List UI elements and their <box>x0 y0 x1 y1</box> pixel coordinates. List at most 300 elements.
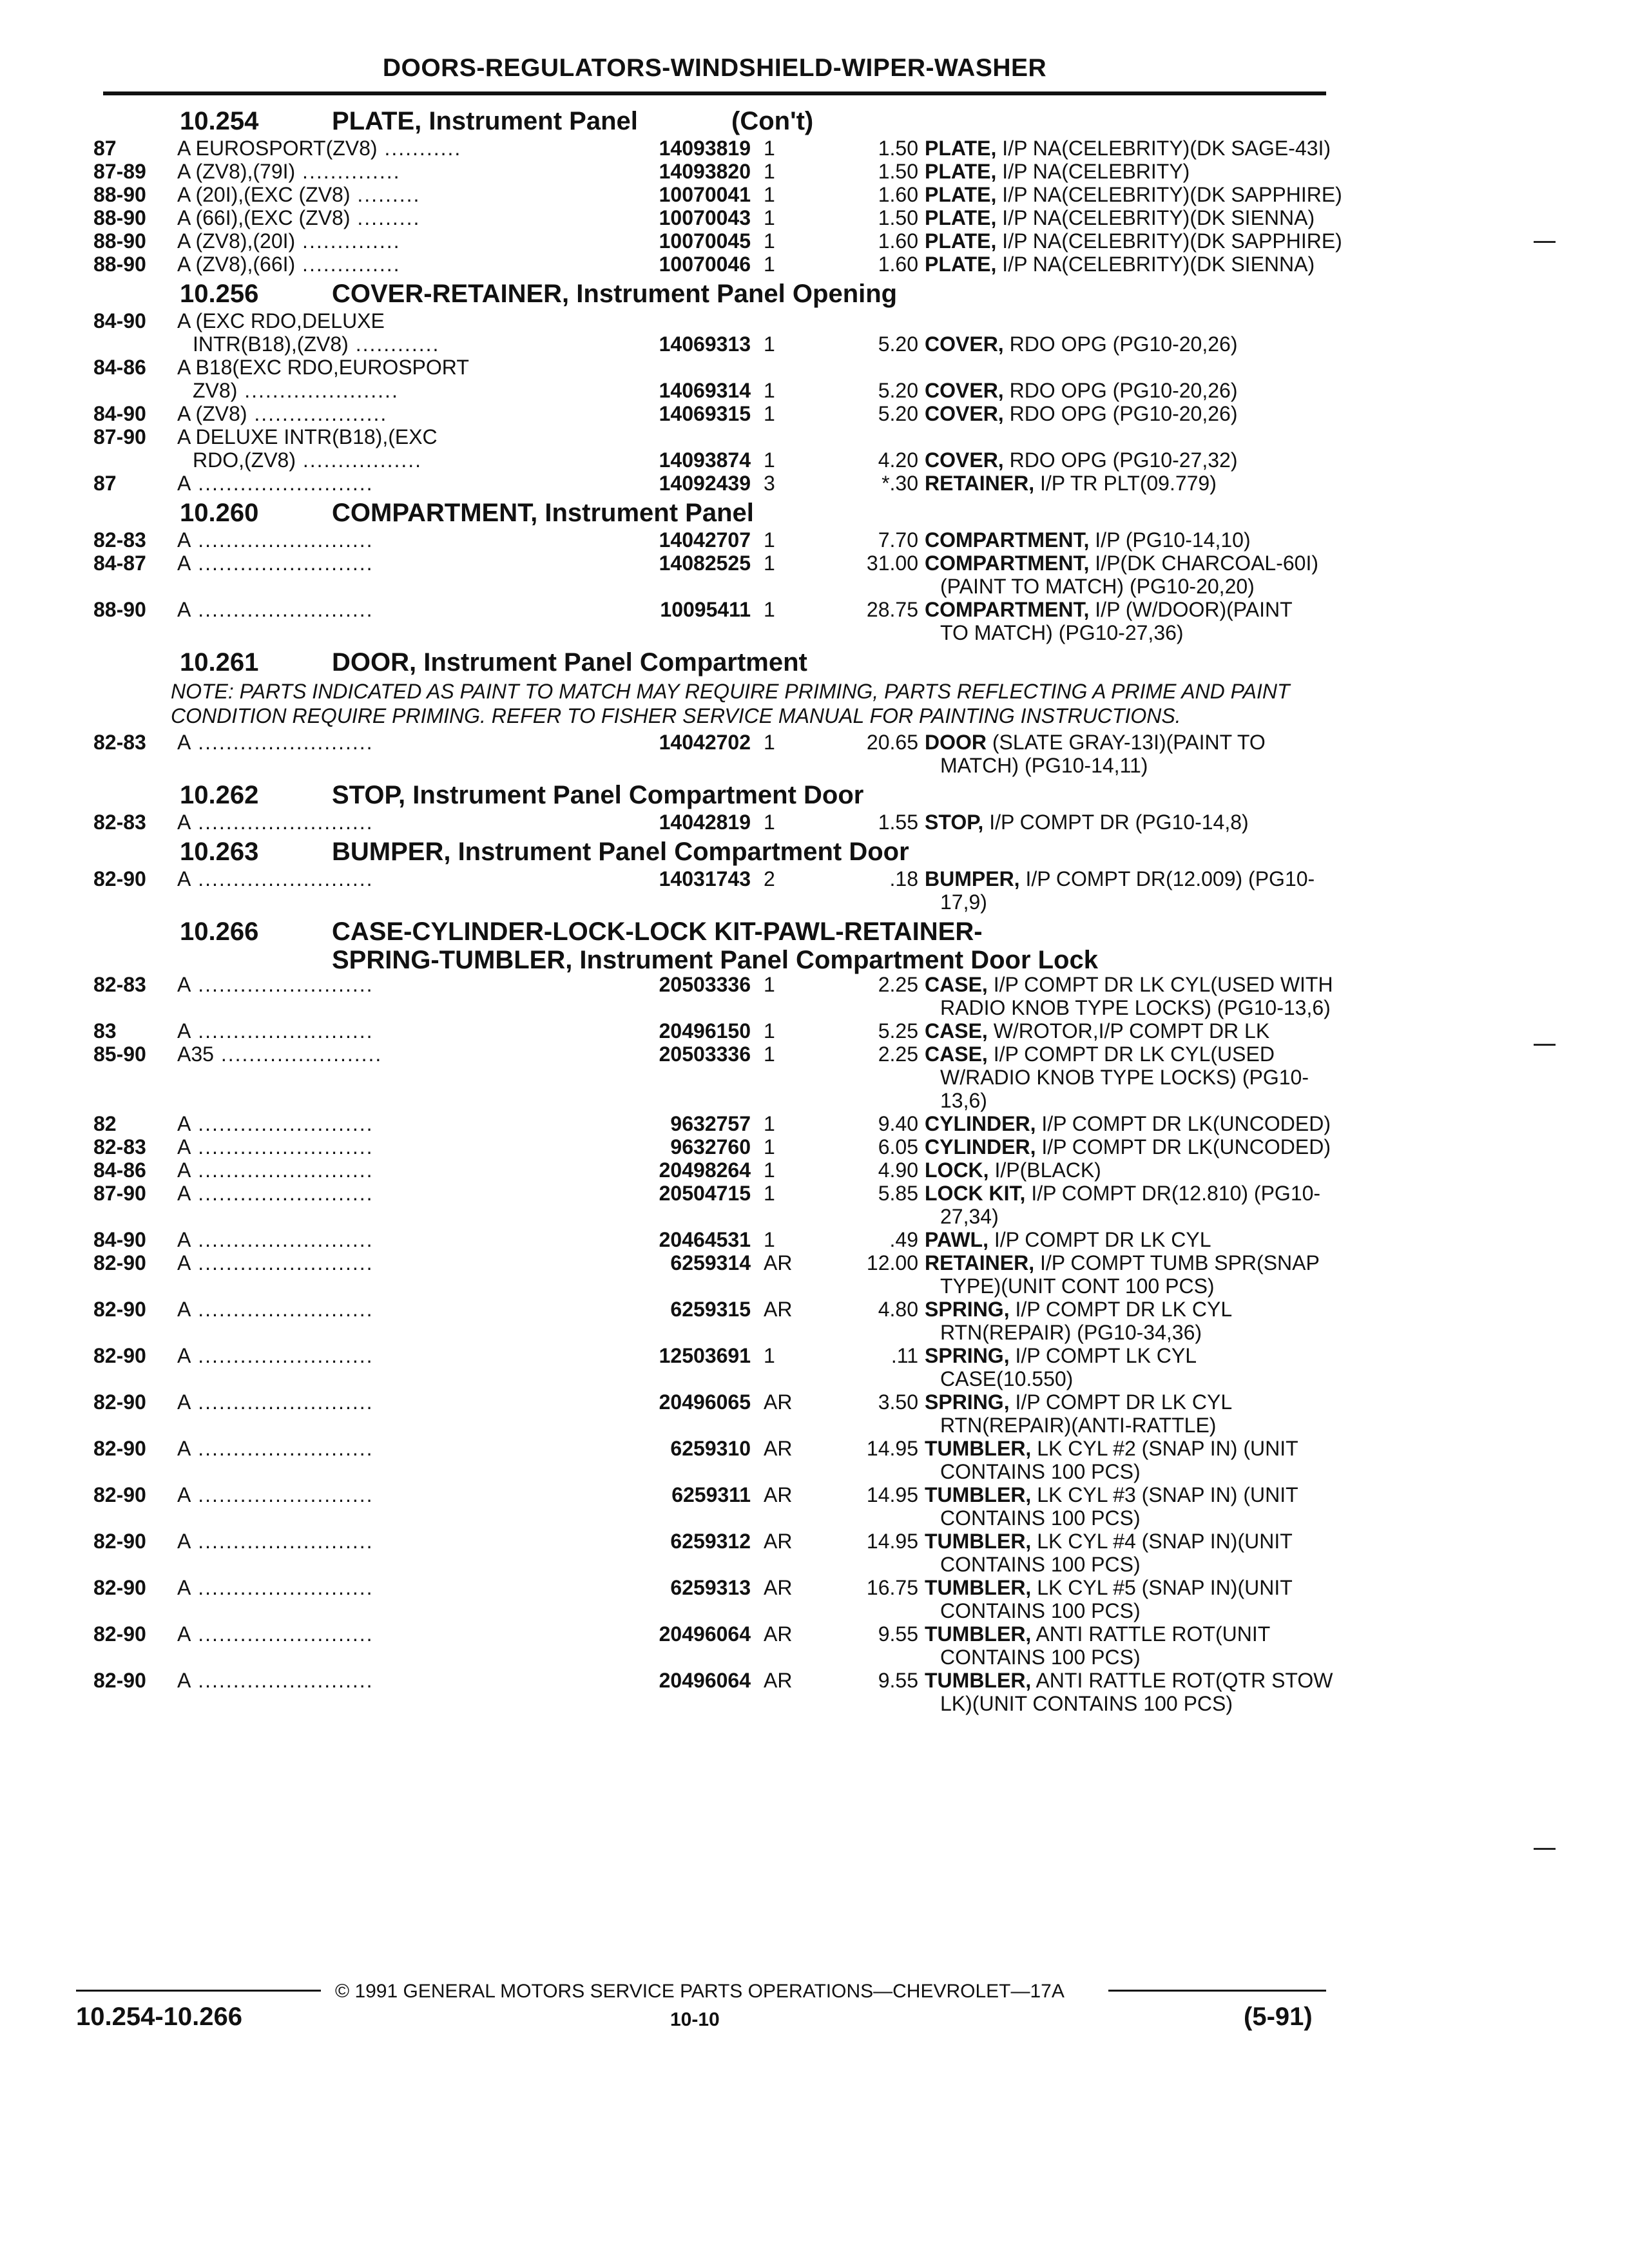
part-number: 14042707 <box>659 528 751 552</box>
model-line: A ......................... <box>177 1158 374 1182</box>
description-line: LK)(UNIT CONTAINS 100 PCS) <box>940 1692 1233 1715</box>
parts-section <box>93 495 1337 644</box>
part-description <box>925 1530 1395 1576</box>
part-row <box>93 472 1337 495</box>
part-noun: DOOR <box>925 731 987 754</box>
part-noun: SPRING, <box>925 1298 1010 1321</box>
price: 14.95 <box>866 1530 918 1553</box>
part-row <box>93 1228 1337 1251</box>
section-heading <box>93 644 1337 678</box>
part-number: 9632757 <box>670 1112 751 1135</box>
description-line: CONTAINS 100 PCS) <box>940 1460 1141 1483</box>
model-years: 88-90 <box>93 229 146 253</box>
description-line: PLATE, I/P NA(CELEBRITY)(DK SAPPHIRE) <box>925 183 1342 206</box>
part-description <box>925 1228 1395 1251</box>
margin-mark <box>1534 1848 1556 1850</box>
part-description <box>925 472 1395 495</box>
description-line: SPRING, I/P COMPT DR LK CYL <box>925 1390 1233 1414</box>
dot-leader: .............. <box>295 160 401 183</box>
part-number: 6259315 <box>670 1298 751 1321</box>
part-description <box>925 811 1395 834</box>
quantity: 1 <box>764 160 775 183</box>
section-title <box>332 499 754 527</box>
part-row <box>93 1530 1337 1576</box>
description-line: PLATE, I/P NA(CELEBRITY)(DK SIENNA) <box>925 206 1315 229</box>
model-line: A ......................... <box>177 1530 374 1553</box>
quantity: 1 <box>764 253 775 276</box>
description-line: CONTAINS 100 PCS) <box>940 1599 1141 1622</box>
part-noun: SPRING, <box>925 1390 1010 1414</box>
part-row <box>93 253 1337 276</box>
section-number: 10.260 <box>180 499 259 527</box>
price: 4.20 <box>878 448 918 472</box>
part-number: 20464531 <box>659 1228 751 1251</box>
part-description <box>925 1251 1395 1298</box>
part-description <box>925 206 1395 229</box>
dot-leader: ......................... <box>191 1669 374 1692</box>
model-years: 87-90 <box>93 1182 146 1205</box>
footer-rule-right <box>1108 1990 1326 1992</box>
quantity: 1 <box>764 1182 775 1205</box>
part-row <box>93 309 1337 356</box>
part-description <box>925 1135 1395 1158</box>
part-noun: CASE, <box>925 1019 988 1043</box>
section-number: 10.266 <box>180 918 259 946</box>
dot-leader: ......................... <box>191 1390 374 1414</box>
part-noun: TUMBLER, <box>925 1622 1032 1646</box>
model-line: A ......................... <box>177 528 374 552</box>
part-number: 14069315 <box>659 402 751 425</box>
part-number: 14069314 <box>659 379 751 402</box>
part-number: 10070045 <box>659 229 751 253</box>
description-line: TUMBLER, LK CYL #3 (SNAP IN) (UNIT <box>925 1483 1298 1506</box>
quantity: 1 <box>764 1112 775 1135</box>
part-number: 6259310 <box>670 1437 751 1460</box>
price: 9.40 <box>878 1112 918 1135</box>
model-years: 82 <box>93 1112 117 1135</box>
part-number: 14031743 <box>659 867 751 890</box>
parts-section <box>93 777 1337 834</box>
parts-section <box>93 914 1337 1715</box>
quantity: AR <box>764 1483 793 1506</box>
part-number: 6259312 <box>670 1530 751 1553</box>
model-line: A ......................... <box>177 1298 374 1321</box>
quantity: AR <box>764 1669 793 1692</box>
dot-leader: ......................... <box>191 973 374 996</box>
model-line: A (66I),(EXC (ZV8) ......... <box>177 206 421 229</box>
section-title-line: SPRING-TUMBLER, Instrument Panel Compartment Door Lock <box>332 946 1098 974</box>
quantity: AR <box>764 1622 793 1646</box>
section-title-line: PLATE, Instrument Panel <box>332 107 638 135</box>
model-line: A ......................... <box>177 1182 374 1205</box>
part-noun: COVER, <box>925 448 1004 472</box>
price: 9.55 <box>878 1669 918 1692</box>
description-line: COVER, RDO OPG (PG10-20,26) <box>925 332 1238 356</box>
part-row <box>93 867 1337 914</box>
model-line: A ......................... <box>177 1390 374 1414</box>
part-description <box>925 1112 1395 1135</box>
quantity: 1 <box>764 1158 775 1182</box>
model-line: A ......................... <box>177 1576 374 1599</box>
margin-mark <box>1534 1044 1556 1046</box>
part-noun: PLATE, <box>925 160 997 183</box>
description-line: RETAINER, I/P COMPT TUMB SPR(SNAP <box>925 1251 1320 1274</box>
part-number: 10070041 <box>659 183 751 206</box>
description-line: COVER, RDO OPG (PG10-27,32) <box>925 448 1238 472</box>
part-noun: LOCK KIT, <box>925 1182 1026 1205</box>
description-line: CASE, I/P COMPT DR LK CYL(USED <box>925 1043 1275 1066</box>
part-number: 9632760 <box>670 1135 751 1158</box>
model-years: 82-90 <box>93 1669 146 1692</box>
part-number: 20496150 <box>659 1019 751 1043</box>
part-description <box>925 1483 1395 1530</box>
part-description <box>925 1390 1395 1437</box>
price: 7.70 <box>878 528 918 552</box>
part-number: 14082525 <box>659 552 751 575</box>
dot-leader: ......................... <box>191 598 374 621</box>
price: 6.05 <box>878 1135 918 1158</box>
parts-section <box>93 103 1342 276</box>
dot-leader: ......................... <box>191 1135 374 1158</box>
price: 1.60 <box>878 229 918 253</box>
part-number: 20498264 <box>659 1158 751 1182</box>
dot-leader: ................. <box>296 448 423 472</box>
part-row <box>93 1135 1337 1158</box>
description-line: CYLINDER, I/P COMPT DR LK(UNCODED) <box>925 1135 1331 1158</box>
description-line: PAWL, I/P COMPT DR LK CYL <box>925 1228 1211 1251</box>
part-description <box>925 1158 1395 1182</box>
price: 1.50 <box>878 206 918 229</box>
part-row <box>93 1344 1337 1390</box>
description-line: TUMBLER, LK CYL #5 (SNAP IN)(UNIT <box>925 1576 1293 1599</box>
description-line: W/RADIO KNOB TYPE LOCKS) (PG10- <box>940 1066 1309 1089</box>
model-line: A B18(EXC RDO,EUROSPORT <box>177 356 469 379</box>
description-line: PLATE, I/P NA(CELEBRITY)(DK SIENNA) <box>925 253 1315 276</box>
part-noun: PLATE, <box>925 253 997 276</box>
model-line: A ......................... <box>177 731 374 754</box>
section-number: 10.263 <box>180 838 259 866</box>
model-years: 82-90 <box>93 1298 146 1321</box>
part-number: 14093819 <box>659 137 751 160</box>
description-line: RTN(REPAIR)(ANTI-RATTLE) <box>940 1414 1217 1437</box>
quantity: AR <box>764 1530 793 1553</box>
part-row <box>93 1043 1337 1112</box>
section-title <box>332 838 909 866</box>
part-description <box>925 552 1395 598</box>
price: 2.25 <box>878 1043 918 1066</box>
part-noun: TUMBLER, <box>925 1437 1032 1460</box>
part-noun: PLATE, <box>925 183 997 206</box>
price: 1.50 <box>878 137 918 160</box>
description-line: RETAINER, I/P TR PLT(09.779) <box>925 472 1217 495</box>
price: 20.65 <box>866 731 918 754</box>
dot-leader: ................... <box>247 402 388 425</box>
model-line: A ......................... <box>177 1344 374 1367</box>
description-line: SPRING, I/P COMPT DR LK CYL <box>925 1298 1233 1321</box>
model-years: 82-83 <box>93 1135 146 1158</box>
dot-leader: ......................... <box>191 1530 374 1553</box>
model-years: 82-83 <box>93 528 146 552</box>
quantity: 1 <box>764 528 775 552</box>
quantity: 1 <box>764 811 775 834</box>
price: 5.25 <box>878 1019 918 1043</box>
description-line: RADIO KNOB TYPE LOCKS) (PG10-13,6) <box>940 996 1331 1019</box>
dot-leader: ......................... <box>191 1112 374 1135</box>
model-years: 84-90 <box>93 309 146 332</box>
quantity: 1 <box>764 731 775 754</box>
parts-section <box>93 834 1337 914</box>
part-noun: COVER, <box>925 379 1004 402</box>
description-line: TO MATCH) (PG10-27,36) <box>940 621 1184 644</box>
footer-date: (5-91) <box>1244 2003 1313 2031</box>
model-years: 84-86 <box>93 356 146 379</box>
quantity: 1 <box>764 1344 775 1367</box>
model-line: A ......................... <box>177 552 374 575</box>
part-number: 12503691 <box>659 1344 751 1367</box>
part-noun: STOP, <box>925 811 984 834</box>
price: 1.55 <box>878 811 918 834</box>
description-line: TUMBLER, ANTI RATTLE ROT(QTR STOW <box>925 1669 1333 1692</box>
part-row <box>93 973 1337 1019</box>
quantity: 1 <box>764 1135 775 1158</box>
part-noun: TUMBLER, <box>925 1483 1032 1506</box>
dot-leader: ......................... <box>191 1182 374 1205</box>
part-noun: COVER, <box>925 402 1004 425</box>
price: 1.60 <box>878 253 918 276</box>
dot-leader: ......................... <box>191 1251 374 1274</box>
part-noun: CYLINDER, <box>925 1112 1036 1135</box>
section-heading <box>93 276 1337 309</box>
description-line: PLATE, I/P NA(CELEBRITY)(DK SAGE-43I) <box>925 137 1331 160</box>
quantity: 1 <box>764 137 775 160</box>
model-years: 82-90 <box>93 1251 146 1274</box>
part-description <box>925 332 1395 356</box>
part-row <box>93 1390 1337 1437</box>
part-row <box>93 1182 1337 1228</box>
dot-leader: ......................... <box>191 1298 374 1321</box>
part-row <box>93 598 1337 644</box>
parts-sections <box>93 103 1342 1715</box>
description-line: CONTAINS 100 PCS) <box>940 1506 1141 1530</box>
part-number: 14093820 <box>659 160 751 183</box>
price: 9.55 <box>878 1622 918 1646</box>
part-number: 14042702 <box>659 731 751 754</box>
model-years: 84-90 <box>93 1228 146 1251</box>
price: .11 <box>891 1344 918 1367</box>
part-number: 14093874 <box>659 448 751 472</box>
part-noun: CYLINDER, <box>925 1135 1036 1158</box>
part-description <box>925 1298 1395 1344</box>
part-description <box>925 402 1395 425</box>
description-line: TUMBLER, LK CYL #2 (SNAP IN) (UNIT <box>925 1437 1298 1460</box>
dot-leader: .............. <box>295 253 401 276</box>
description-line: 13,6) <box>940 1089 987 1112</box>
part-description <box>925 1437 1395 1483</box>
section-title <box>332 107 638 135</box>
part-number: 20503336 <box>659 1043 751 1066</box>
dot-leader: ......... <box>350 183 421 206</box>
section-title-line: CASE-CYLINDER-LOCK-LOCK KIT-PAWL-RETAINER- <box>332 918 983 946</box>
model-line: A (ZV8),(20I) .............. <box>177 229 401 253</box>
model-years: 83 <box>93 1019 117 1043</box>
price: .18 <box>889 867 918 890</box>
model-years: 82-90 <box>93 1576 146 1599</box>
model-years: 88-90 <box>93 253 146 276</box>
model-line: A ......................... <box>177 1112 374 1135</box>
part-row <box>93 1158 1337 1182</box>
model-years: 87-90 <box>93 425 146 448</box>
part-noun: COMPARTMENT, <box>925 528 1090 552</box>
model-line: A (EXC RDO,DELUXE <box>177 309 385 332</box>
dot-leader: ......................... <box>191 1483 374 1506</box>
model-years: 88-90 <box>93 183 146 206</box>
description-line: BUMPER, I/P COMPT DR(12.009) (PG10- <box>925 867 1315 890</box>
part-row <box>93 1019 1337 1043</box>
parts-section <box>93 276 1337 495</box>
dot-leader: ......................... <box>191 811 374 834</box>
part-number: 14042819 <box>659 811 751 834</box>
model-line: A ......................... <box>177 1622 374 1646</box>
model-line: A ......................... <box>177 973 374 996</box>
price: 3.50 <box>878 1390 918 1414</box>
section-title-line: DOOR, Instrument Panel Compartment <box>332 648 807 677</box>
model-years: 87 <box>93 137 117 160</box>
price: 4.90 <box>878 1158 918 1182</box>
description-line: LOCK, I/P(BLACK) <box>925 1158 1101 1182</box>
quantity: AR <box>764 1298 793 1321</box>
quantity: 1 <box>764 402 775 425</box>
part-row <box>93 183 1342 206</box>
quantity: 1 <box>764 229 775 253</box>
section-heading <box>93 777 1337 811</box>
dot-leader: ......... <box>350 206 421 229</box>
part-row <box>93 1483 1337 1530</box>
part-row <box>93 1669 1337 1715</box>
part-row <box>93 552 1337 598</box>
part-number: 6259311 <box>671 1483 751 1506</box>
quantity: 1 <box>764 448 775 472</box>
model-line: A ......................... <box>177 1483 374 1506</box>
section-title <box>332 781 863 809</box>
parts-section <box>93 644 1337 777</box>
part-row <box>93 1112 1337 1135</box>
model-years: 82-90 <box>93 867 146 890</box>
description-line: DOOR (SLATE GRAY-13I)(PAINT TO <box>925 731 1266 754</box>
part-description <box>925 1043 1395 1112</box>
model-line: A ......................... <box>177 472 374 495</box>
model-line: A (ZV8),(79I) .............. <box>177 160 401 183</box>
part-number: 20504715 <box>659 1182 751 1205</box>
model-line: A35 ....................... <box>177 1043 383 1066</box>
quantity: 1 <box>764 598 775 621</box>
part-row <box>93 1622 1337 1669</box>
quantity: 3 <box>764 472 775 495</box>
section-number: 10.256 <box>180 280 259 308</box>
page-header-title: DOORS-REGULATORS-WINDSHIELD-WIPER-WASHER <box>382 54 1047 82</box>
footer-rule-left <box>76 1990 321 1992</box>
model-line: A (20I),(EXC (ZV8) ......... <box>177 183 421 206</box>
part-row <box>93 402 1337 425</box>
section-title <box>332 918 1098 974</box>
price: 5.85 <box>878 1182 918 1205</box>
part-noun: LOCK, <box>925 1158 989 1182</box>
part-number: 10070046 <box>659 253 751 276</box>
part-noun: PAWL, <box>925 1228 988 1251</box>
part-description <box>925 1576 1395 1622</box>
model-years: 84-87 <box>93 552 146 575</box>
section-title-line: BUMPER, Instrument Panel Compartment Door <box>332 838 909 866</box>
model-years: 82-90 <box>93 1483 146 1506</box>
part-description <box>925 867 1395 914</box>
part-description <box>925 160 1395 183</box>
model-line: RDO,(ZV8) ................. <box>193 448 423 472</box>
quantity: 1 <box>764 379 775 402</box>
dot-leader: ......................... <box>191 1344 374 1367</box>
part-number: 10070043 <box>659 206 751 229</box>
description-line: CASE(10.550) <box>940 1367 1074 1390</box>
price: 14.95 <box>866 1437 918 1460</box>
section-heading <box>93 103 1337 137</box>
quantity: 1 <box>764 1019 775 1043</box>
part-noun: CASE, <box>925 973 988 996</box>
quantity: 1 <box>764 1043 775 1066</box>
section-continued: (Con't) <box>731 107 814 135</box>
model-line: A ......................... <box>177 811 374 834</box>
price: *.30 <box>882 472 918 495</box>
part-row <box>93 1437 1337 1483</box>
model-years: 85-90 <box>93 1043 146 1066</box>
part-noun: RETAINER, <box>925 472 1035 495</box>
dot-leader: ......................... <box>191 867 374 890</box>
section-title-line: COMPARTMENT, Instrument Panel <box>332 499 754 527</box>
section-note: NOTE: PARTS INDICATED AS PAINT TO MATCH MAY REQUIRE PRIMING, PARTS REFLECTING A PRIME AND PAINT CONDITION REQUIRE PRIMING. REFER TO FISHER SERVICE MANUAL FOR PAINTING INSTRUCTIONS. <box>171 680 1290 727</box>
part-description <box>925 1019 1395 1043</box>
part-description <box>925 1622 1395 1669</box>
part-noun: PLATE, <box>925 206 997 229</box>
model-line: A ......................... <box>177 598 374 621</box>
part-row <box>93 811 1337 834</box>
model-years: 87 <box>93 472 117 495</box>
model-years: 82-90 <box>93 1622 146 1646</box>
description-line: LOCK KIT, I/P COMPT DR(12.810) (PG10- <box>925 1182 1321 1205</box>
section-title <box>332 280 897 308</box>
model-line: A EUROSPORT(ZV8) ........... <box>177 137 462 160</box>
model-line: A DELUXE INTR(B18),(EXC <box>177 425 438 448</box>
model-line: A ......................... <box>177 1251 374 1274</box>
part-description <box>925 448 1395 472</box>
dot-leader: ......................... <box>191 552 374 575</box>
price: 5.20 <box>878 402 918 425</box>
part-row <box>93 425 1337 472</box>
description-line: PLATE, I/P NA(CELEBRITY)(DK SAPPHIRE) <box>925 229 1342 253</box>
dot-leader: ........... <box>377 137 462 160</box>
part-row <box>93 229 1342 253</box>
part-description <box>925 229 1395 253</box>
description-line: 27,34) <box>940 1205 999 1228</box>
description-line: COMPARTMENT, I/P(DK CHARCOAL-60I) <box>925 552 1319 575</box>
description-line: MATCH) (PG10-14,11) <box>940 754 1148 777</box>
model-years: 88-90 <box>93 206 146 229</box>
part-description <box>925 731 1395 777</box>
quantity: 1 <box>764 183 775 206</box>
quantity: AR <box>764 1390 793 1414</box>
model-years: 84-90 <box>93 402 146 425</box>
model-line: A (ZV8) ................... <box>177 402 388 425</box>
model-years: 82-83 <box>93 731 146 754</box>
model-years: 82-90 <box>93 1344 146 1367</box>
part-row <box>93 731 1337 777</box>
dot-leader: ......................... <box>191 1158 374 1182</box>
